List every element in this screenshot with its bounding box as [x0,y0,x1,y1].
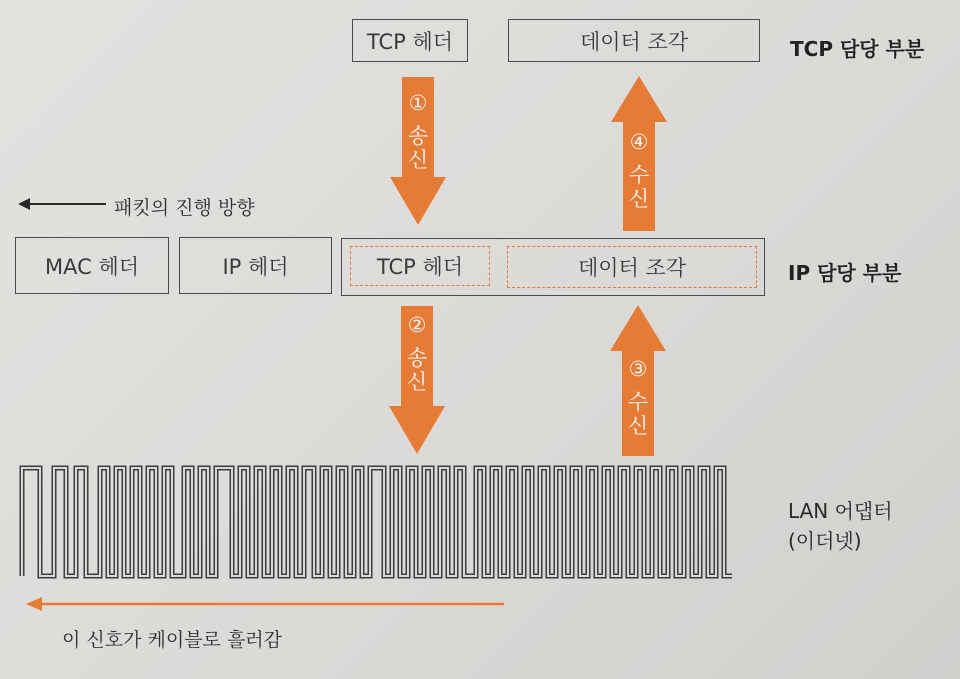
packet-direction-label: 패킷의 진행 방향 [114,197,255,219]
packet-direction-arrow-icon [18,198,108,210]
step-3-number: ③ [628,357,648,381]
receive-arrow-3-label [621,357,655,438]
receive-arrow-4-label [622,130,656,211]
ip-layer-label: IP 담당 부분 [788,261,902,285]
step-1-number: ① [408,91,428,115]
ip-data-fragment-label: 데이터 조각 [577,256,687,280]
waveform-outer-line [22,468,732,576]
signal-flow-arrow-icon [26,597,506,611]
lan-adapter-line2: (이더넷) [788,529,862,553]
ip-header-box [179,237,332,294]
send-arrow-2-label [400,313,434,394]
step-1-text-2: 신 [407,148,429,172]
step-4-text-2: 신 [628,187,650,211]
step-3-text-1: 수 [627,390,649,414]
ip-tcp-header-label: TCP 헤더 [376,255,464,279]
ip-data-fragment-box [507,246,757,288]
step-2-text-2: 신 [406,370,428,394]
step-4-number: ④ [629,130,649,154]
data-fragment-label: 데이터 조각 [579,29,689,54]
tcp-header-label: TCP 헤더 [366,29,454,54]
tcp-layer-label: TCP 담당 부분 [790,37,925,61]
step-2-number: ② [407,313,427,337]
lan-adapter-line1: LAN 어댑터 [788,499,893,523]
ip-header-label: IP 헤더 [222,254,289,279]
step-3-text-2: 신 [627,414,649,438]
mac-header-box [15,237,169,294]
signal-caption: 이 신호가 케이블로 흘러감 [62,629,283,651]
lan-adapter-label [788,496,893,556]
step-2-text-1: 송 [406,346,428,370]
send-arrow-1-label [401,91,435,172]
step-4-text-1: 수 [628,163,650,187]
ip-tcp-header-box [350,246,490,286]
signal-waveform [18,460,768,585]
mac-header-label: MAC 헤더 [44,254,140,279]
step-1-text-1: 송 [407,124,429,148]
tcp-header-box [352,19,468,62]
data-fragment-box [508,19,760,62]
